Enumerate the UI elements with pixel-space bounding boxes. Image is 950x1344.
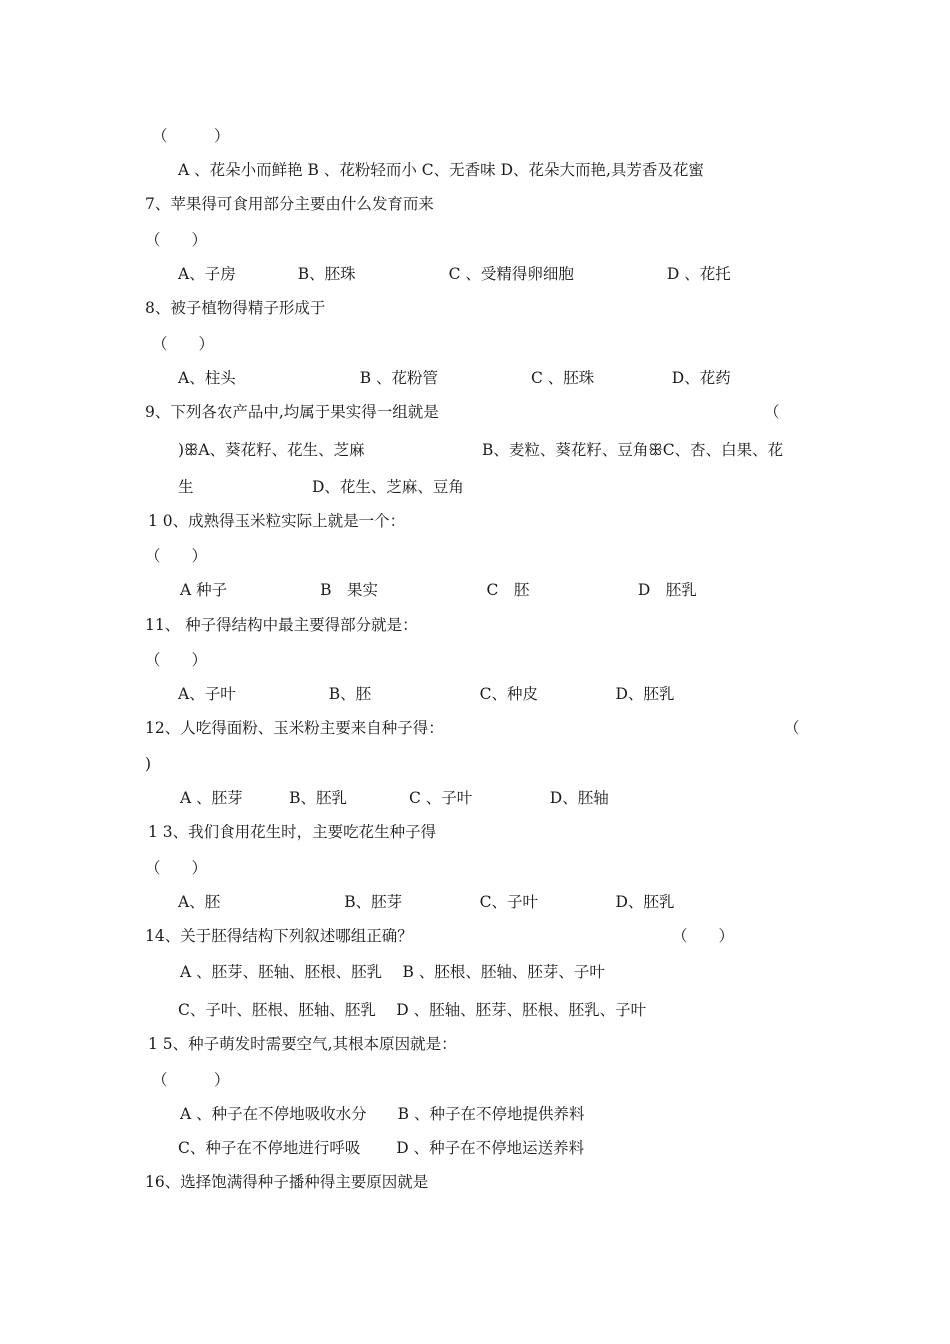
q12-answer-bracket-open: （: [784, 719, 800, 737]
q6-answer-bracket: （ ）: [152, 127, 230, 145]
q12-question: 12、人吃得面粉、玉米粉主要来自种子得：: [145, 719, 444, 737]
q9-options-line1-left: )ꕥA、葵花籽、花生、芝麻: [178, 441, 365, 459]
q16-question: 16、选择饱满得种子播种得主要原因就是: [145, 1173, 429, 1191]
q13-options: A、胚 B、胚芽 C、子叶 D、胚乳: [178, 893, 675, 911]
q9-options-line1-right: B、麦粒、葵花籽、豆角ꕥC、杏、白果、花: [482, 441, 784, 459]
q11-answer-bracket: （ ）: [145, 651, 208, 669]
q10-options: A 种子 B 果实 C 胚 D 胚乳: [180, 581, 697, 599]
q7-question: 7、苹果得可食用部分主要由什么发育而来: [145, 195, 434, 213]
q13-answer-bracket: （ ）: [145, 859, 208, 877]
q10-question: 1 0、成熟得玉米粒实际上就是一个：: [148, 512, 406, 530]
q8-answer-bracket: （ ）: [152, 335, 215, 353]
q12-options: A 、胚芽 B、胚乳 C 、子叶 D、胚轴: [180, 789, 609, 807]
q7-options: A、子房 B、胚珠 C 、受精得卵细胞 D 、花托: [178, 265, 731, 283]
q12-answer-bracket-close: ): [145, 755, 152, 773]
q10-answer-bracket: （ ）: [145, 547, 208, 565]
q6-options: A 、花朵小而鲜艳 B 、花粉轻而小 C、无香味 D、花朵大而艳,具芳香及花蜜: [178, 161, 704, 179]
q9-options-line2-left: 生: [178, 478, 194, 496]
q11-options: A、子叶 B、胚 C、种皮 D、胚乳: [178, 685, 675, 703]
q14-answer-bracket: （ ）: [672, 927, 735, 945]
q11-question: 11、 种子得结构中最主要得部分就是：: [145, 616, 418, 634]
q9-options-line2-right: D、花生、芝麻、豆角: [312, 478, 464, 496]
q7-answer-bracket: （ ）: [145, 231, 208, 249]
q9-answer-bracket-open: （: [764, 403, 780, 421]
q13-question: 1 3、我们食用花生时，主要吃花生种子得: [148, 823, 437, 841]
q8-options: A、柱头 B 、花粉管 C 、胚珠 D、花药: [178, 369, 731, 387]
q14-options-line1: A 、胚芽、胚轴、胚根、胚乳 B 、胚根、胚轴、胚芽、子叶: [180, 963, 605, 981]
q15-question: 1 5、种子萌发时需要空气,其根本原因就是：: [148, 1035, 457, 1053]
q8-question: 8、被子植物得精子形成于: [145, 299, 326, 317]
q14-question: 14、关于胚得结构下列叙述哪组正确？: [145, 927, 413, 945]
q15-answer-bracket: （ ）: [152, 1071, 230, 1089]
q15-options-line2: C、种子在不停地进行呼吸 D 、种子在不停地运送养料: [178, 1139, 585, 1157]
q9-question: 9、下列各农产品中,均属于果实得一组就是: [145, 403, 439, 421]
q14-options-line2: C、子叶、胚根、胚轴、胚乳 D 、胚轴、胚芽、胚根、胚乳、子叶: [178, 1001, 647, 1019]
q15-options-line1: A 、种子在不停地吸收水分 B 、种子在不停地提供养料: [180, 1105, 585, 1123]
